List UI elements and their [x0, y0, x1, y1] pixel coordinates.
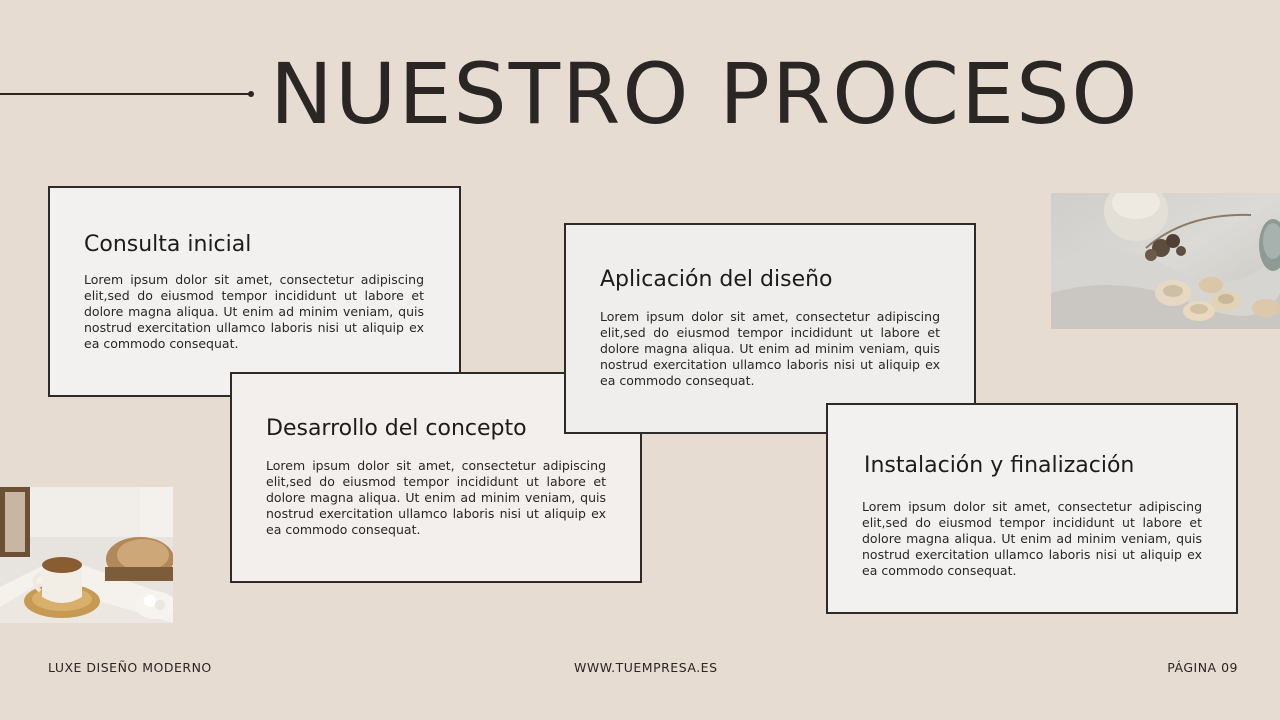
card-body: Lorem ipsum dolor sit amet, consectetur adipiscing elit,sed do eiusmod tempor incididunt ut labore et dolore magna aliqua. Ut enim ad minim veniam, quis nostrud exercitation ullamco laboris nisi ut aliquip ex ea commodo consequat. [84, 272, 424, 351]
page-title: NUESTRO PROCESO [270, 45, 1140, 143]
card-title: Instalación y finalización [864, 453, 1135, 478]
card-title: Desarrollo del concepto [266, 416, 527, 441]
card-title: Consulta inicial [84, 232, 252, 257]
card-title: Aplicación del diseño [600, 267, 833, 292]
title-decorative-line [0, 93, 252, 95]
process-card-instalacion [826, 403, 1238, 614]
card-body: Lorem ipsum dolor sit amet, consectetur adipiscing elit,sed do eiusmod tempor incididunt ut labore et dolore magna aliqua. Ut enim ad minim veniam, quis nostrud exercitation ullamco laboris nisi ut aliquip ex ea commodo consequat. [600, 309, 940, 388]
coffee-photo [0, 487, 173, 623]
card-body: Lorem ipsum dolor sit amet, consectetur adipiscing elit,sed do eiusmod tempor incididunt ut labore et dolore magna aliqua. Ut enim ad minim veniam, quis nostrud exercitation ullamco laboris nisi ut aliquip ex ea commodo consequat. [862, 499, 1202, 578]
footer-website: WWW.TUEMPRESA.ES [574, 660, 718, 675]
ceramics-photo [1051, 193, 1280, 329]
title-line-dot [248, 91, 254, 97]
footer-brand: LUXE DISEÑO MODERNO [48, 660, 212, 675]
footer-page-number: PÁGINA 09 [1167, 660, 1238, 675]
card-body: Lorem ipsum dolor sit amet, consectetur adipiscing elit,sed do eiusmod tempor incididunt ut labore et dolore magna aliqua. Ut enim ad minim veniam, quis nostrud exercitation ullamco laboris nisi ut aliquip ex ea commodo consequat. [266, 458, 606, 537]
process-card-consulta [48, 186, 461, 397]
